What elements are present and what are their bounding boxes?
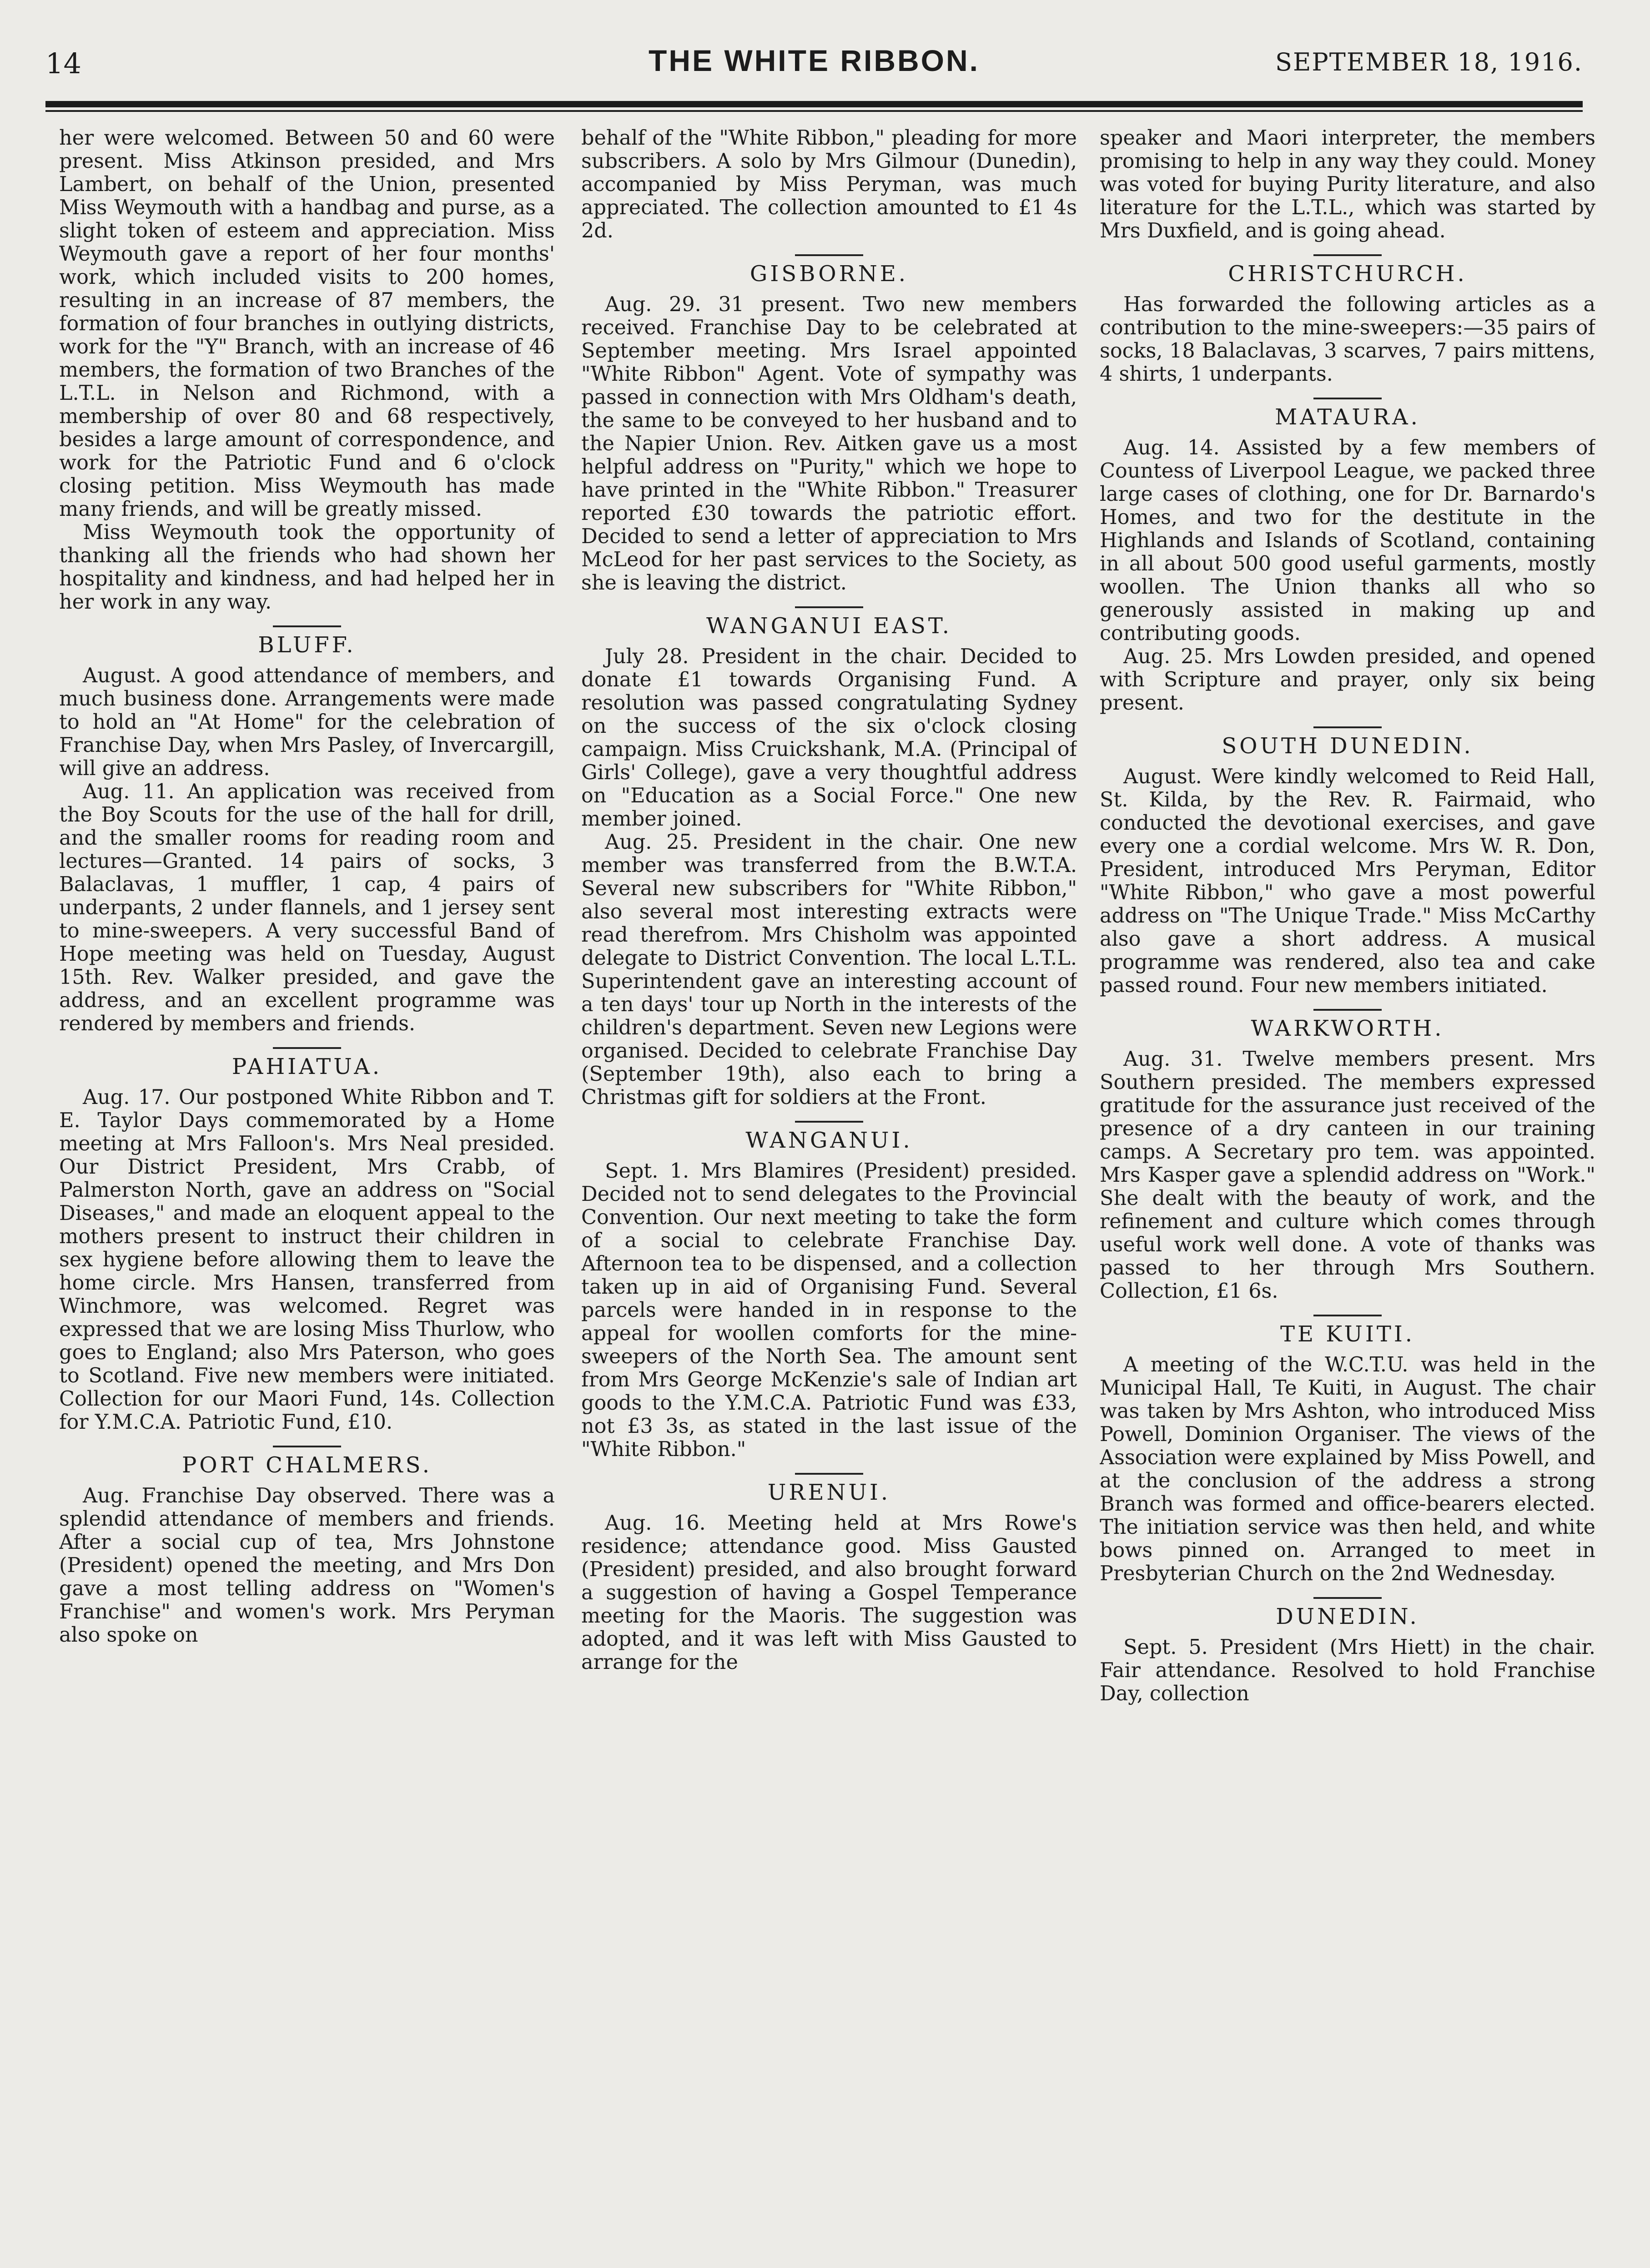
issue-date: SEPTEMBER 18, 1916.: [1275, 48, 1583, 76]
report-paragraph: Aug. 11. An application was received from the Boy Scouts for the use of the hall for drill, and the smaller rooms for reading room and lectures—Granted. 14 pairs of socks, 3 Balaclavas, 1 muffler, 1 cap, 4 pairs of underpants, 2 under flannels, and 1 jersey sent to mine-sweepers. A very successful Band of Hope meeting was held on Tuesday, August 15th. Rev. Walker presided, and gave the address, and an excellent programme was rendered by members and friends.: [59, 780, 555, 1035]
section-heading: WANGANUI EAST.: [706, 613, 952, 639]
section-divider: [1313, 254, 1382, 256]
report-paragraph: Miss Weymouth took the opportunity of thanking all the friends who had shown her hospitality and kindness, and had helped her in her work in any way.: [59, 521, 555, 614]
page-number: 14: [45, 47, 81, 80]
section-divider: [1313, 1315, 1382, 1316]
masthead-title: THE WHITE RIBBON.: [649, 44, 980, 77]
report-paragraph: Sept. 1. Mrs Blamires (President) presided. Decided not to send delegates to the Provincial Convention. Our next meeting to take the form of a social to celebrate Franchise Day. Afternoon tea to be dispensed, and a collection taken up in aid of Organising Fund. Several parcels were handed in in response to the appeal for woollen comforts for the mine-sweepers of the North Sea. The amount sent from Mrs George McKenzie's sale of Indian art goods to the Y.M.C.A. Patriotic Fund was £33, not £3 3s, as stated in the last issue of the "White Ribbon.": [581, 1159, 1077, 1461]
report-paragraph: July 28. President in the chair. Decided to donate £1 towards Organising Fund. A resolution was passed congratulating Sydney on the success of the six o'clock closing campaign. Miss Cruickshank, M.A. (Principal of Girls' College), gave a very thoughtful address on "Education as a Social Force." One new member joined.: [581, 645, 1077, 831]
section-heading: GISBORNE.: [750, 261, 909, 287]
section-heading: WARKWORTH.: [1251, 1016, 1444, 1041]
section-divider: [273, 1047, 341, 1049]
report-paragraph: Aug. 16. Meeting held at Mrs Rowe's residence; attendance good. Miss Gausted (President) presided, and also brought forward a suggestion of having a Gospel Temperance meeting for the Maoris. The suggestion was adopted, and it was left with Miss Gausted to arrange for the: [581, 1512, 1077, 1674]
section-heading: URENUI.: [767, 1480, 891, 1505]
section-divider: [795, 606, 863, 608]
section-heading: CHRISTCHURCH.: [1228, 261, 1467, 287]
section-divider: [1313, 1009, 1382, 1011]
section-divider: [273, 625, 341, 627]
header-rule-thin: [45, 110, 1583, 112]
report-paragraph: A meeting of the W.C.T.U. was held in the Municipal Hall, Te Kuiti, in August. The chair was taken by Mrs Ashton, who introduced Miss Powell, Dominion Organiser. The views of the Association were explained by Miss Powell, and at the conclusion of the address a strong Branch was formed and office-bearers elected. The initiation service was then held, and white bows pinned on. Arranged to meet in Presbyterian Church on the 2nd Wednesday.: [1100, 1353, 1595, 1585]
report-paragraph: Aug. 17. Our postponed White Ribbon and T. E. Taylor Days commemorated by a Home meeting at Mrs Falloon's. Mrs Neal presided. Our District President, Mrs Crabb, of Palmerston North, gave an address on "Social Diseases," and made an eloquent appeal to the mothers present to instruct their children in sex hygiene before allowing them to leave the home circle. Mrs Hansen, transferred from Winchmore, was welcomed. Regret was expressed that we are losing Miss Thurlow, who goes to England; also Mrs Paterson, who goes to Scotland. Five new members were initiated. Collection for our Maori Fund, 14s. Collection for Y.M.C.A. Patriotic Fund, £10.: [59, 1086, 555, 1434]
section-heading: WANGANUI.: [745, 1128, 913, 1153]
section-heading: PAHIATUA.: [231, 1054, 382, 1079]
column-2: [581, 126, 1077, 2242]
report-paragraph: Aug. 25. President in the chair. One new member was transferred from the B.W.T.A. Several new subscribers for "White Ribbon," also several most interesting extracts were read therefrom. Mrs Chisholm was appointed delegate to District Convention. The local L.T.L. Superintendent gave an interesting account of a ten days' tour up North in the interests of the children's department. Seven new Legions were organised. Decided to celebrate Franchise Day (September 19th), also each to bring a Christmas gift for soldiers at the Front.: [581, 831, 1077, 1109]
section-divider: [1313, 1597, 1382, 1599]
report-paragraph: August. A good attendance of members, and much business done. Arrangements were made to hold an "At Home" for the celebration of Franchise Day, when Mrs Pasley, of Invercargill, will give an address.: [59, 664, 555, 780]
report-paragraph: Has forwarded the following articles as a contribution to the mine-sweepers:—35 pairs of socks, 18 Balaclavas, 3 scarves, 7 pairs mittens, 4 shirts, 1 underpants.: [1100, 293, 1595, 386]
report-paragraph: Sept. 5. President (Mrs Hiett) in the chair. Fair attendance. Resolved to hold Franchise Day, collection: [1100, 1636, 1595, 1705]
section-divider: [1313, 726, 1382, 728]
header-rule: [45, 101, 1583, 107]
report-paragraph: Aug. 25. Mrs Lowden presided, and opened with Scripture and prayer, only six being present.: [1100, 645, 1595, 715]
report-paragraph: Aug. Franchise Day observed. There was a splendid attendance of members and friends. After a social cup of tea, Mrs Johnstone (President) opened the meeting, and Mrs Don gave a most telling address on "Women's Franchise" and women's work. Mrs Peryman also spoke on: [59, 1484, 555, 1647]
section-heading: BLUFF.: [258, 632, 356, 658]
section-divider: [795, 254, 863, 256]
column-1: [59, 126, 555, 2242]
section-divider: [795, 1121, 863, 1123]
section-heading: MATAURA.: [1275, 404, 1420, 430]
section-divider: [1313, 398, 1382, 399]
section-heading: DUNEDIN.: [1276, 1604, 1419, 1629]
report-paragraph: Aug. 29. 31 present. Two new members received. Franchise Day to be celebrated at September meeting. Mrs Israel appointed "White Ribbon" Agent. Vote of sympathy was passed in connection with Mrs Oldham's death, the same to be conveyed to her husband and to the Napier Union. Rev. Aitken gave us a most helpful address on "Purity," which we hope to have printed in the "White Ribbon." Treasurer reported £30 towards the patriotic effort. Decided to send a letter of appreciation to Mrs McLeod for her past services to the Society, as she is leaving the district.: [581, 293, 1077, 595]
report-paragraph: behalf of the "White Ribbon," pleading for more subscribers. A solo by Mrs Gilmour (Dunedin), accompanied by Miss Peryman, was much appreciated. The collection amounted to £1 4s 2d.: [581, 126, 1077, 242]
report-paragraph: Aug. 14. Assisted by a few members of Countess of Liverpool League, we packed three large cases of clothing, one for Dr. Barnardo's Homes, and two for the destitute in the Highlands and Islands of Scotland, containing in all about 500 good useful garments, mostly woollen. The Union thanks all who so generously assisted in making up and contributing goods.: [1100, 436, 1595, 645]
section-divider: [795, 1473, 863, 1475]
page-header: [45, 39, 1583, 93]
section-heading: SOUTH DUNEDIN.: [1222, 733, 1474, 759]
section-divider: [273, 1446, 341, 1447]
report-paragraph: Aug. 31. Twelve members present. Mrs Southern presided. The members expressed gratitude for the assurance just received of the presence of a dry canteen in our training camps. A Secretary pro tem. was appointed. Mrs Kasper gave a splendid address on "Work." She dealt with the beauty of work, and the refinement and culture which comes through useful work well done. A vote of thanks was passed to her through Mrs Southern. Collection, £1 6s.: [1100, 1048, 1595, 1303]
section-heading: TE KUITI.: [1280, 1321, 1415, 1347]
report-paragraph: August. Were kindly welcomed to Reid Hall, St. Kilda, by the Rev. R. Fairmaid, who conducted the devotional exercises, and gave every one a cordial welcome. Mrs W. R. Don, President, introduced Mrs Peryman, Editor "White Ribbon," who gave a most powerful address on "The Unique Trade." Miss McCarthy also gave a short address. A musical programme was rendered, also tea and cake passed round. Four new members initiated.: [1100, 765, 1595, 997]
section-heading: PORT CHALMERS.: [181, 1452, 433, 1478]
report-paragraph: her were welcomed. Between 50 and 60 were present. Miss Atkinson presided, and Mrs Lambert, on behalf of the Union, presented Miss Weymouth with a handbag and purse, as a slight token of esteem and appreciation. Miss Weymouth gave a report of her four months' work, which included visits to 200 homes, resulting in an increase of 87 members, the formation of four branches in outlying districts, work for the "Y" Branch, with an increase of 46 members, the formation of two Branches of the L.T.L. in Nelson and Richmond, with a membership of over 80 and 68 respectively, besides a large amount of correspondence, and work for the Patriotic Fund and 6 o'clock closing petition. Miss Weymouth has made many friends, and will be greatly missed.: [59, 126, 555, 521]
column-3: [1100, 126, 1595, 2242]
report-paragraph: speaker and Maori interpreter, the members promising to help in any way they could. Money was voted for buying Purity literature, and also literature for the L.T.L., which was started by Mrs Duxfield, and is going ahead.: [1100, 126, 1595, 242]
